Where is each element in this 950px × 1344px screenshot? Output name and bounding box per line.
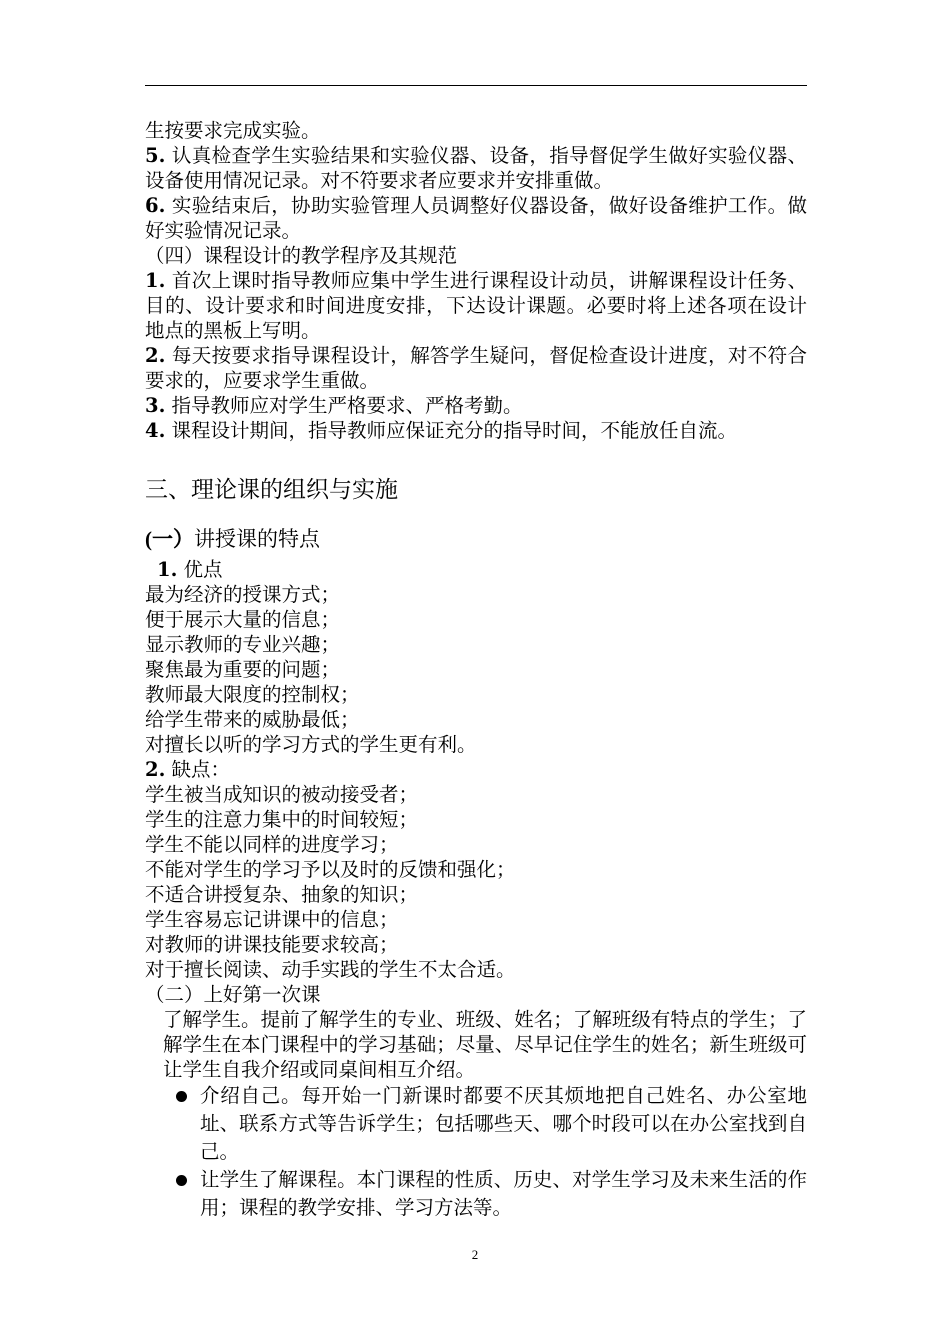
list-item: 学生不能以同样的进度学习；	[145, 833, 399, 856]
item-number: 1.	[145, 269, 166, 292]
list-item: 显示教师的专业兴趣；	[145, 633, 341, 656]
section-four-item-1	[145, 268, 807, 343]
bullet-text: 让学生了解课程。本门课程的性质、历史、对学生学习及未来生活的作用；课程的教学安排、学习方法等。	[200, 1168, 807, 1219]
item-5	[145, 143, 807, 193]
section-four-item-4	[145, 418, 807, 443]
item-text: 首次上课时指导教师应集中学生进行课程设计动员，讲解课程设计任务、目的、设计要求和时间进度安排，下达设计课题。必要时将上述各项在设计地点的黑板上写明。	[145, 269, 807, 342]
list-item: 学生的注意力集中的时间较短；	[145, 808, 419, 831]
item-number: 2.	[145, 758, 166, 781]
list-item: 给学生带来的威胁最低；	[145, 708, 360, 731]
list-item: 对于擅长阅读、动手实践的学生不太合适。	[145, 958, 516, 981]
item-number: 6.	[145, 194, 166, 217]
page-number: 2	[471, 1247, 479, 1262]
list-item: 学生被当成知识的被动接受者；	[145, 783, 419, 806]
page-content	[145, 118, 807, 1222]
header-rule	[145, 85, 807, 86]
bullet-item-course-intro	[145, 1166, 807, 1222]
list-item: 学生容易忘记讲课中的信息；	[145, 908, 399, 931]
advantages-heading	[145, 557, 807, 582]
list-item: 聚焦最为重要的问题；	[145, 658, 341, 681]
item-text: 实验结束后，协助实验管理人员调整好仪器设备，做好设备维护工作。做好实验情况记录。	[145, 194, 807, 242]
section-four-item-2	[145, 343, 807, 393]
item-number: 5.	[145, 144, 166, 167]
list-item: 最为经济的授课方式；	[145, 583, 341, 606]
bullet-item-introduce-self	[145, 1082, 807, 1166]
item-number: 2.	[145, 344, 166, 367]
item-text: 缺点：	[165, 758, 231, 781]
section-four-item-3	[145, 393, 807, 418]
heading-lecture-features	[145, 525, 807, 553]
list-item: 便于展示大量的信息；	[145, 608, 341, 631]
paragraph-continuation	[145, 118, 807, 143]
item-number: 3.	[145, 394, 166, 417]
list-item: 不能对学生的学习予以及时的反馈和强化；	[145, 858, 516, 881]
list-item: 对擅长以听的学习方式的学生更有利。	[145, 733, 477, 756]
bullet-dot-icon	[176, 1175, 187, 1186]
heading-text: 讲授课的特点	[194, 527, 320, 551]
item-text: 课程设计期间，指导教师应保证充分的指导时间，不能放任自流。	[165, 419, 738, 442]
item-number: 1.	[157, 558, 178, 581]
list-item: 教师最大限度的控制权；	[145, 683, 360, 706]
list-item: 对教师的讲课技能要求较高；	[145, 933, 399, 956]
disadvantages-heading	[145, 757, 807, 782]
item-text: 认真检查学生实验结果和实验仪器、设备，指导督促学生做好实验仪器、设备使用情况记录。对不符要求者应要求并安排重做。	[145, 144, 807, 192]
bullet-dot-icon	[176, 1091, 187, 1102]
item-text: 优点	[177, 558, 223, 581]
section-two-title: （二）上好第一次课	[145, 983, 321, 1006]
section-four-title: （四）课程设计的教学程序及其规范	[145, 244, 458, 267]
heading-section-three: 三、理论课的组织与实施	[145, 477, 398, 503]
know-students-paragraph: 了解学生。提前了解学生的专业、班级、姓名；了解班级有特点的学生；了解学生在本门课程中的学习基础；尽量、尽早记住学生的姓名；新生班级可让学生自我介绍或同桌间相互介绍。	[163, 1008, 807, 1081]
item-text: 指导教师应对学生严格要求、严格考勤。	[165, 394, 523, 417]
item-6	[145, 193, 807, 243]
item-number: 4.	[145, 419, 166, 442]
heading-number: (一）	[145, 527, 194, 551]
bullet-text: 介绍自己。每开始一门新课时都要不厌其烦地把自己姓名、办公室地址、联系方式等告诉学生；包括哪些天、哪个时段可以在办公室找到自己。	[200, 1084, 807, 1163]
item-text: 每天按要求指导课程设计，解答学生疑问，督促检查设计进度，对不符合要求的，应要求学生重做。	[145, 344, 807, 392]
paragraph-text: 生按要求完成实验。	[145, 119, 321, 142]
list-item: 不适合讲授复杂、抽象的知识；	[145, 883, 419, 906]
